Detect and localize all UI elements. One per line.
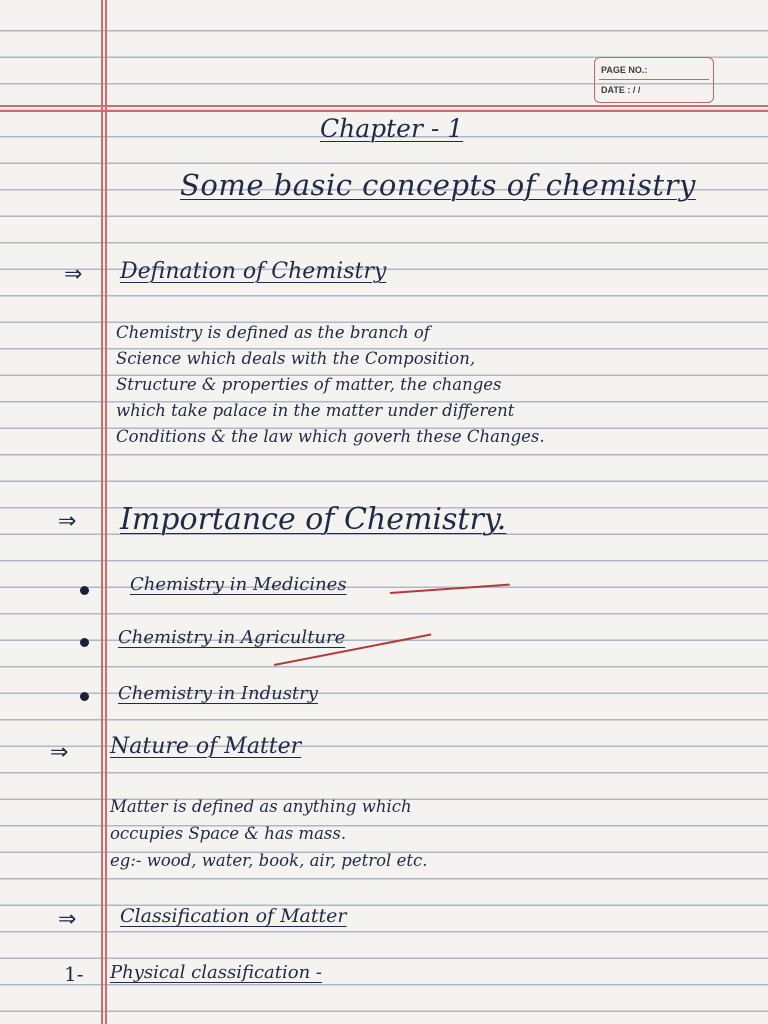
chapter-heading: Chapter - 1 [320, 114, 464, 143]
bullet-icon [80, 586, 89, 595]
date-label: DATE : / / [601, 85, 641, 95]
importance-heading: Importance of Chemistry. [120, 502, 507, 537]
header-rule [0, 105, 768, 107]
margin-line [105, 0, 107, 1024]
definition-line: Structure & properties of matter, the changes [116, 375, 502, 394]
bullet-icon [80, 692, 89, 701]
strike-mark [390, 584, 510, 594]
margin-line [101, 0, 103, 1024]
arrow-icon: ⇒ [50, 740, 69, 765]
arrow-icon: ⇒ [58, 509, 77, 534]
classification-item: Physical classification - [110, 962, 323, 983]
definition-line: Science which deals with the Composition, [116, 349, 476, 368]
definition-line: which take palace in the matter under different [116, 401, 515, 420]
classification-heading: Classification of Matter [120, 905, 347, 927]
definition-line: Conditions & the law which goverh these Changes. [116, 427, 545, 446]
page-no-label: PAGE NO.: [601, 65, 648, 75]
bullet-icon [80, 638, 89, 647]
definition-line: Chemistry is defined as the branch of [116, 323, 430, 342]
nature-line: Matter is defined as anything which [110, 797, 412, 816]
nature-line: occupies Space & has mass. [110, 824, 347, 843]
header-rule [0, 110, 768, 112]
nature-line: eg:- wood, water, book, air, petrol etc. [110, 851, 428, 870]
list-number: 1- [64, 962, 84, 986]
page-title: Some basic concepts of chemistry [180, 168, 696, 202]
importance-item: Chemistry in Agriculture [118, 627, 346, 648]
nature-heading: Nature of Matter [110, 734, 302, 759]
definition-paragraph [116, 320, 756, 450]
page-date-stamp [594, 57, 714, 103]
stamp-divider [599, 79, 709, 80]
arrow-icon: ⇒ [58, 907, 77, 932]
definition-heading: Defination of Chemistry [120, 259, 387, 284]
arrow-icon: ⇒ [64, 262, 83, 287]
nature-paragraph [110, 793, 427, 874]
importance-item: Chemistry in Industry [118, 683, 318, 704]
importance-item: Chemistry in Medicines [130, 574, 347, 595]
